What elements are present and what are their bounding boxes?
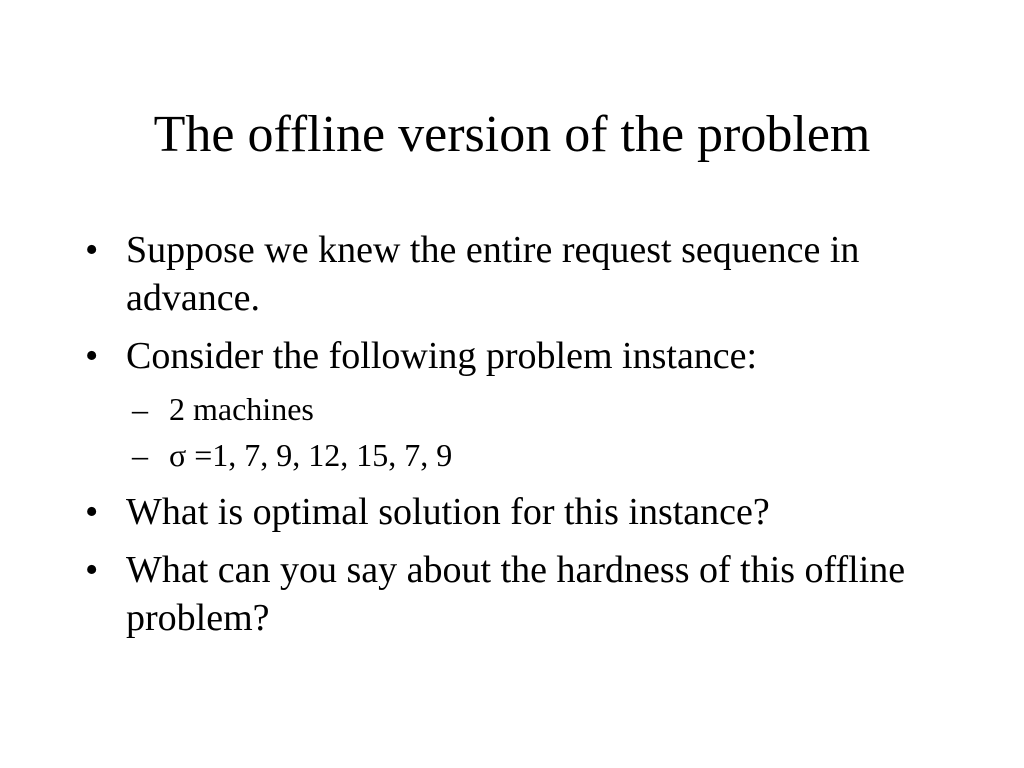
bullet-text: What can you say about the hardness of this offline problem?	[126, 549, 906, 639]
bullet-item	[85, 332, 965, 380]
slide-body	[85, 226, 965, 652]
bullet-marker: •	[85, 549, 99, 591]
bullet-item	[85, 226, 965, 322]
bullet-text: Consider the following problem instance:	[126, 335, 758, 377]
slide-title: The offline version of the problem	[153, 106, 871, 163]
sub-bullet-text: 2 machines	[169, 391, 314, 427]
sub-bullet-item	[132, 390, 965, 428]
bullet-item	[85, 488, 965, 536]
bullet-marker: •	[85, 491, 99, 533]
sub-bullet-list	[85, 390, 965, 474]
sub-bullet-marker: –	[132, 437, 148, 473]
bullet-marker: •	[85, 335, 99, 377]
bullet-text: Suppose we knew the entire request sequence in advance.	[126, 229, 860, 319]
bullet-text: What is optimal solution for this instance?	[126, 491, 770, 533]
bullet-item	[85, 546, 965, 642]
sub-bullet-item	[132, 436, 965, 474]
sub-bullet-text: σ =1, 7, 9, 12, 15, 7, 9	[169, 437, 453, 473]
bullet-marker: •	[85, 229, 99, 271]
sub-bullet-marker: –	[132, 391, 148, 427]
